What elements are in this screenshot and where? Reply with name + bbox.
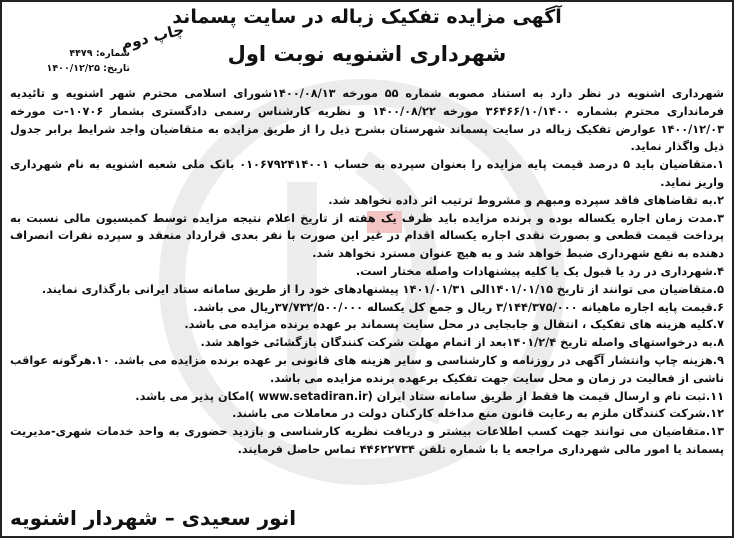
reference-number: شماره: ۴۴۷۹	[69, 48, 130, 59]
header	[2, 2, 732, 82]
mayor-signature: انور سعیدی – شهردار اشنویه	[10, 506, 297, 530]
condition-item-9-10: ۹.هزینه چاپ وانتشار آگهی در روزنامه و کارشناسی و سایر هزینه های قانونی بر عهده برنده مزایده می باشد. ۱۰.هرگونه عواقب ناشی از فعالیت در زمان و محل سایت جهت تفکیک برعهده برنده مزایده می باشد.	[10, 353, 724, 385]
condition-item-6: ۶.قیمت پایه اجاره ماهیانه ۳/۱۴۴/۳۷۵/۰۰۰ ریال و جمع کل یکساله ۳۷/۷۳۲/۵۰۰/۰۰۰ریال می باشد.	[193, 300, 724, 314]
condition-item-13: ۱۳.متقاضیان می توانند جهت کسب اطلاعات بیشتر و دریافت نظریه کارشناسی و بازدید حضوری به واحد خدمات شهری-مدیریت پسماند یا امور مالی شهرداری مراجعه یا با شماره تلفن ۴۴۶۲۲۷۳۴ تماس حاصل فرمایند.	[10, 425, 724, 456]
condition-item-3: ۳.مدت زمان اجاره یکساله بوده و برنده مزایده باید ظرف یک هفته از تاریخ اعلام نتیجه مزایده توسط کمیسیون مالی نسبت به پرداخت قیمت قطعی و بصورت نقدی اجاره یکساله اقدام در غیر این صورت با نفر بعدی قرارداد منعقد و سپرده نفرات انصراف دهنده به نفع شهرداری ضبط خواهد شد و به هیچ عنوان مسترد نخواهد شد.	[10, 211, 724, 261]
ad-subtitle: شهرداری اشنویه نوبت اول	[227, 42, 507, 66]
condition-item-7: ۷.کلیه هزینه های تفکیک ، انتقال و جابجایی در محل سایت پسماند بر عهده برنده مزایده می باشد.	[184, 318, 724, 332]
condition-item-2: ۲.به تقاضاهای فاقد سپرده ومبهم و مشروط ترتیب اثر داده نخواهد شد.	[328, 193, 724, 207]
condition-item-11: ۱۱.ثبت نام و ارسال قیمت ها فقط از طریق سامانه ستاد ایران (www.setadiran.ir )امکان پذیر می باشد.	[135, 389, 724, 403]
ad-body	[10, 85, 724, 459]
condition-item-4: ۴.شهرداری در رد یا قبول یک یا کلیه پیشنهادات واصله مختار است.	[355, 264, 724, 278]
edition-label: چاپ دوم	[118, 20, 186, 54]
reference-date: تاریخ: ۱۴۰۰/۱۲/۲۵	[46, 63, 130, 74]
condition-item-12: ۱۲.شرکت کنندگان ملزم به رعایت قانون منع مداخله کارکنان دولت در معاملات می باشند.	[232, 407, 724, 421]
reference-info	[10, 46, 130, 76]
condition-item-8: ۸.به درخواستهای واصله تاریخ ۱۴۰۱/۲/۴بعد از اتمام مهلت شرکت کنندگان بازگشائی خواهد شد.	[200, 336, 724, 350]
condition-item-1: ۱.متقاضیان باید ۵ درصد قیمت پایه مزایده را بعنوان سپرده به حساب ۰۱۰۶۷۹۲۴۱۴۰۰۱ بانک ملی شعبه اشنویه به نام شهرداری واریز نماید.	[10, 158, 724, 189]
condition-item-5: ۵.متقاضیان می توانند از تاریخ ۱۴۰۱/۰۱/۱۵الی ۱۴۰۱/۰۱/۳۱ پیشنهادهای خود را از طریق سامانه ستاد ایرانی بارگذاری نمایند.	[41, 282, 724, 296]
intro-paragraph: شهرداری اشنویه در نظر دارد به استناد مصوبه شماره ۵۵ مورخه ۱۴۰۰/۰۸/۱۳شورای اسلامی محترم شهر اشنویه و تائیدیه فرمانداری محترم بشماره ۳۶۴۶۶/۱۰/۱۴۰۰ مورخه ۱۴۰۰/۰۸/۲۲ و نظریه کارشناس رسمی دادگستری بشمار ۱۰۷۰۶-ت مورخه ۱۴۰۰/۱۲/۰۳ عوارض تفکیک زباله در سایت پسماند شهرستان بشرح ذیل را از طریق مزایده به متقاضیان واجد شرایط برابر جدول ذیل واگذار نماید.	[10, 87, 725, 154]
ad-title: آگهی مزایده تفکیک زباله در سایت پسماند	[172, 6, 562, 28]
